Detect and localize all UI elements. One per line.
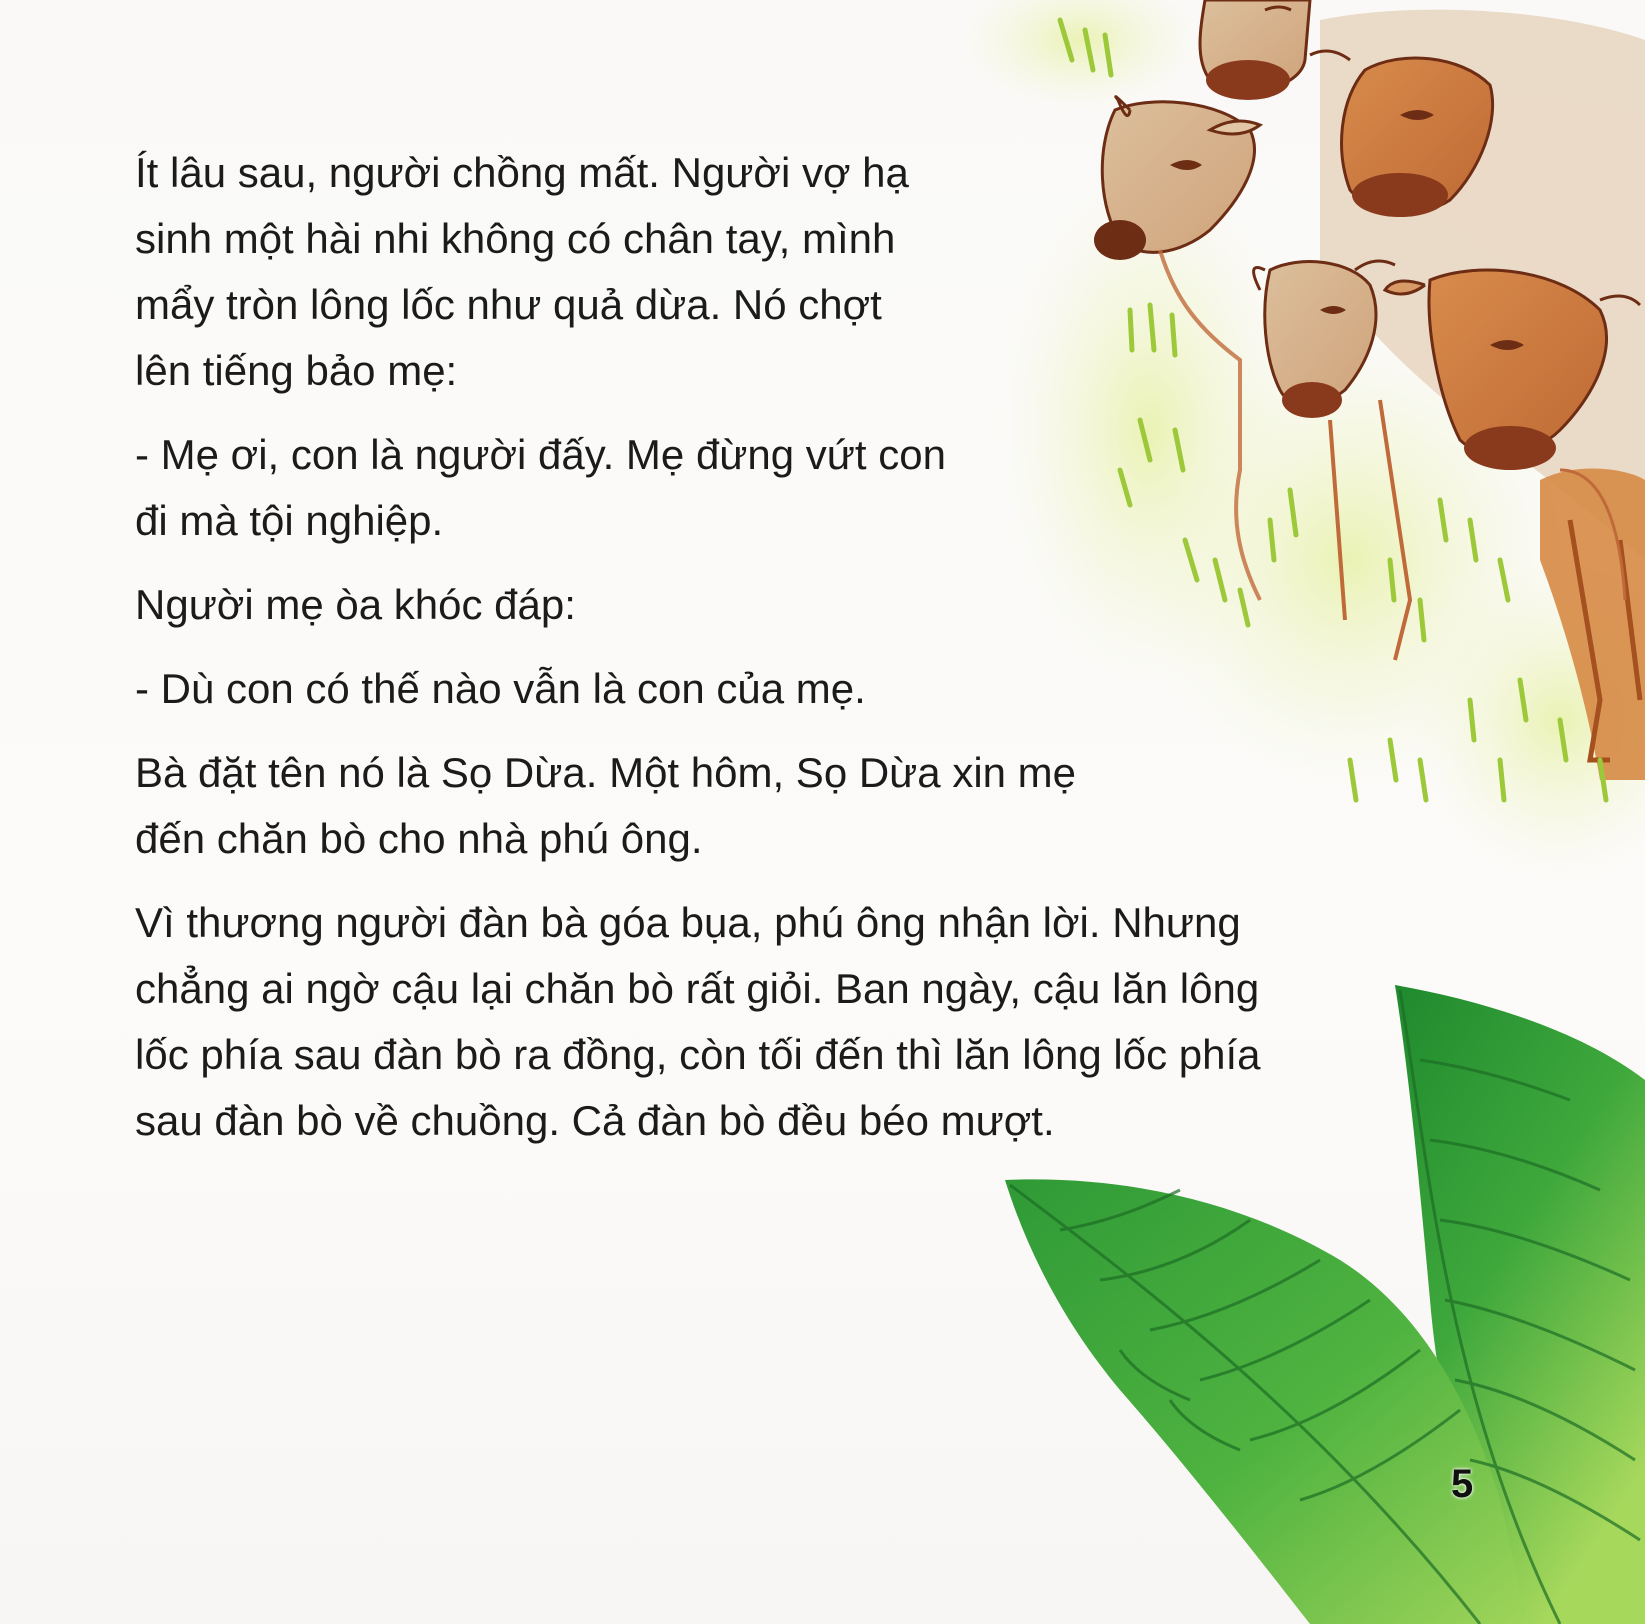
story-paragraph: - Mẹ ơi, con là người đấy. Mẹ đừng vứt con đi mà tội nghiệp. [135, 431, 946, 544]
story-paragraph: Người mẹ òa khóc đáp: [135, 581, 576, 628]
story-paragraph: Ít lâu sau, người chồng mất. Người vợ hạ sinh một hài nhi không có chân tay, mình mẩy tròn lông lốc như quả dừa. Nó chợt lên tiếng bảo mẹ: [135, 149, 909, 394]
story-paragraph: - Dù con có thế nào vẫn là con của mẹ. [135, 665, 866, 712]
story-paragraph: Vì thương người đàn bà góa bụa, phú ông nhận lời. Nhưng chẳng ai ngờ cậu lại chăn bò rất giỏi. Ban ngày, cậu lăn lông lốc phía sau đàn bò ra đồng, còn tối đến thì lăn lông lốc phía sau đàn bò về chuồng. Cả đàn bò đều béo mượt. [135, 899, 1261, 1144]
story-text [135, 140, 1315, 1172]
story-paragraph: Bà đặt tên nó là Sọ Dừa. Một hôm, Sọ Dừa xin mẹ đến chăn bò cho nhà phú ông. [135, 749, 1077, 862]
page-number: 5 [1451, 1462, 1474, 1506]
